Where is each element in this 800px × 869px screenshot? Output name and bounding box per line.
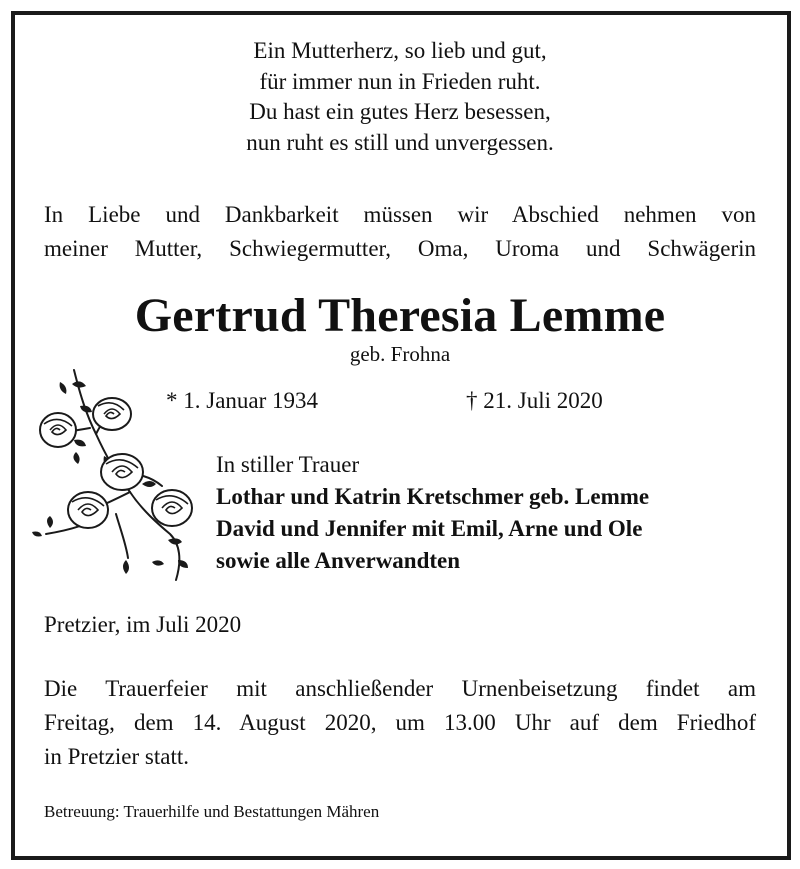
- poem-line: für immer nun in Frieden ruht.: [259, 68, 541, 94]
- mourners-block: [216, 449, 649, 577]
- ceremony-info: [44, 672, 756, 774]
- poem-line: Ein Mutterherz, so lieb und gut,: [253, 38, 547, 63]
- care-note: Betreuung: Trauerhilfe und Bestattungen Mähren: [44, 802, 380, 821]
- ceremony-line: Die Trauerfeier mit anschließender Urnenbeisetzung findet am: [44, 676, 756, 701]
- poem-line: nun ruht es still und unvergessen.: [246, 129, 554, 155]
- poem: [0, 36, 800, 158]
- roses-illustration: [30, 364, 210, 586]
- death-date: † 21. Juli 2020: [466, 388, 603, 413]
- mourner-line: sowie alle Anverwandten: [216, 548, 461, 573]
- intro-line: In Liebe und Dankbarkeit müssen wir Abschied nehmen von: [44, 202, 756, 227]
- mourner-line: David und Jennifer mit Emil, Arne und Ole: [216, 516, 643, 541]
- place-date: Pretzier, im Juli 2020: [44, 612, 242, 637]
- maiden-name: geb. Frohna: [349, 342, 451, 366]
- mourning-heading: In stiller Trauer: [216, 452, 360, 477]
- poem-line: Du hast ein gutes Herz besessen,: [249, 99, 551, 124]
- mourner-line: Lothar und Katrin Kretschmer geb. Lemme: [216, 484, 650, 509]
- deceased-name: Gertrud Theresia Lemme: [134, 289, 666, 342]
- intro-line: meiner Mutter, Schwiegermutter, Oma, Uroma und Schwägerin: [44, 236, 756, 261]
- birth-date: * 1. Januar 1934: [166, 388, 319, 413]
- intro-text: [44, 198, 756, 232]
- ceremony-line: in Pretzier statt.: [44, 744, 189, 769]
- intro-text-2: [44, 232, 756, 266]
- ceremony-line: Freitag, dem 14. August 2020, um 13.00 Uhr auf dem Friedhof: [44, 710, 756, 735]
